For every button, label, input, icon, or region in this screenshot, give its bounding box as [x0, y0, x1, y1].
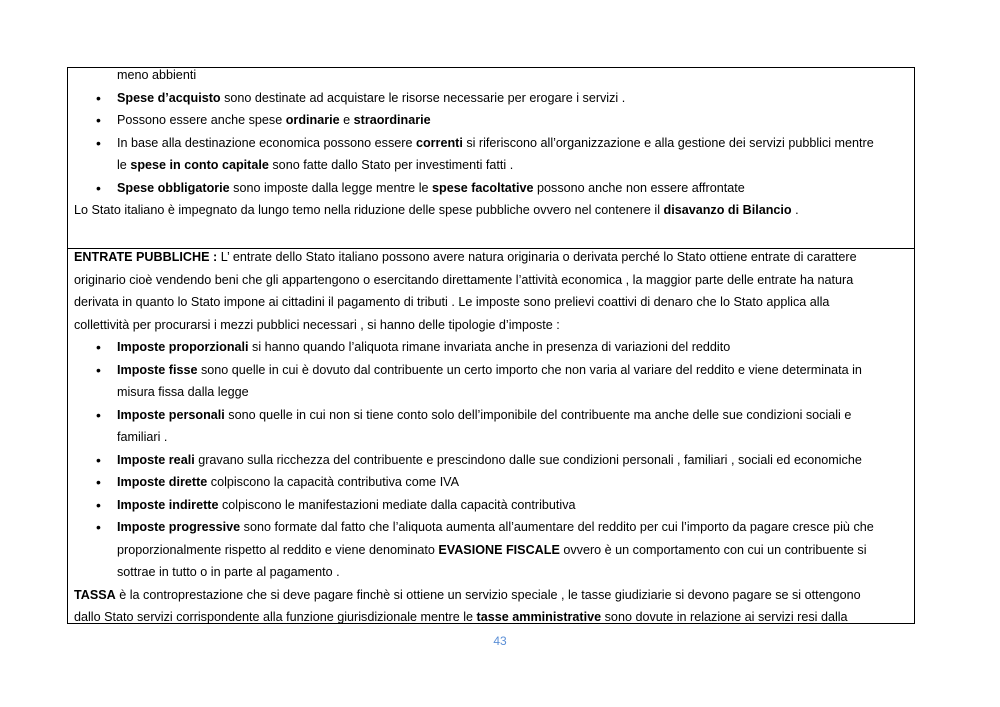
bullet-icon: •	[96, 89, 101, 106]
text-run: sono dovute in relazione ai servizi resi dalla	[601, 610, 848, 624]
text-frame-entrate	[67, 248, 915, 624]
text-run: In base alla destinazione economica possono essere	[117, 135, 416, 150]
text-run: Possono essere anche spese	[117, 113, 286, 127]
paragraph-line	[74, 607, 848, 627]
bullet-icon: •	[96, 519, 101, 535]
paragraph-line	[74, 200, 799, 220]
text-run: meno abbienti	[117, 68, 197, 82]
bullet-icon: •	[96, 361, 101, 378]
text-run: si hanno quando l’aliquota rimane invariata anche in presenza di variazioni del reddito	[248, 340, 731, 354]
list-item	[117, 88, 625, 108]
list-item-continuation	[117, 65, 196, 85]
text-run: proporzionalmente rispetto al reddito e viene denominato	[117, 542, 439, 557]
list-item	[117, 472, 459, 492]
text-run: si riferiscono all’organizzazione e alla gestione dei servizi pubblici mentre	[462, 135, 874, 150]
bold-term: spese in conto capitale	[130, 158, 269, 172]
bullet-icon: •	[96, 496, 101, 513]
bullet-icon: •	[96, 112, 101, 128]
text-run: le	[117, 158, 131, 172]
text-run: gravano sulla ricchezza del contribuente e prescindono dalle sue condizioni personali , familiari , sociali ed economiche	[194, 452, 862, 467]
list-item-continuation	[117, 382, 249, 402]
list-item	[117, 450, 862, 470]
bold-term: straordinarie	[353, 113, 431, 127]
paragraph-line	[74, 247, 857, 267]
text-run: originario cioè vendendo beni che gli appartengono o esercitando direttamente l’attività economica , la maggior parte delle entrate ha natura	[74, 272, 854, 287]
text-run: possono anche non essere affrontate	[533, 180, 745, 195]
text-run: sono fatte dallo Stato per investimenti fatti .	[268, 158, 514, 172]
text-run: collettività per procurarsi i mezzi pubblici necessari , si hanno delle tipologie d’imposte :	[74, 317, 560, 332]
bullet-icon: •	[96, 134, 101, 151]
bold-term: disavanzo di Bilancio	[663, 203, 792, 217]
text-run: derivata in quanto lo Stato impone ai cittadini il pagamento di tributi . Le imposte sono prelievi coattivi di denaro che lo Stato applica alla	[74, 295, 830, 309]
bullet-icon: •	[96, 451, 101, 468]
text-run: L’ entrate dello Stato italiano possono avere natura originaria o derivata perché lo Stato ottiene entrate di carattere	[217, 250, 857, 264]
text-run: Lo Stato italiano è impegnato da lungo temo nella riduzione delle spese pubbliche ovvero nel contenere il	[74, 203, 664, 217]
text-run: è la controprestazione che si deve pagare finchè si ottiene un servizio speciale , le tasse giudiziarie si devono pagare se si ottengono	[115, 587, 861, 602]
bold-term: tasse amministrative	[476, 610, 602, 624]
paragraph-line	[74, 585, 861, 605]
list-item	[117, 360, 862, 380]
list-item	[117, 495, 576, 515]
list-item	[117, 405, 851, 425]
bold-term: Imposte indirette	[117, 497, 219, 512]
page-number: 43	[493, 634, 507, 648]
list-item-continuation	[117, 427, 167, 447]
list-item-continuation	[117, 540, 867, 560]
text-run: .	[791, 203, 799, 217]
text-run: e	[339, 113, 354, 127]
text-run: sono formate dal fatto che l’aliquota aumenta all’aumentare del reddito per cui l’importo da pagare cresce più che	[240, 520, 874, 534]
bold-term: EVASIONE FISCALE	[438, 542, 560, 557]
text-run: sono destinate ad acquistare le risorse necessarie per erogare i servizi .	[220, 90, 626, 105]
bullet-icon: •	[96, 474, 101, 490]
bold-term: TASSA	[74, 587, 116, 602]
list-item	[117, 133, 874, 153]
list-item	[117, 337, 730, 357]
text-run: misura fissa dalla legge	[117, 385, 249, 399]
text-run: familiari .	[117, 430, 168, 444]
text-run: sono quelle in cui è dovuto dal contribuente un certo importo che non varia al variare del reddito e viene determinata in	[197, 362, 862, 377]
text-run: colpiscono la capacità contributiva come IVA	[207, 475, 460, 489]
list-item	[117, 517, 874, 537]
bold-term: ordinarie	[285, 113, 340, 127]
list-item	[117, 110, 431, 130]
bold-term: Imposte personali	[117, 407, 225, 422]
bullet-icon: •	[96, 406, 101, 423]
bold-term: spese facoltative	[432, 180, 534, 195]
bold-term: Imposte proporzionali	[117, 340, 249, 354]
text-frame-spese	[67, 67, 915, 249]
text-run: dallo Stato servizi corrispondente alla funzione giurisdizionale mentre le	[74, 610, 477, 624]
bullet-icon: •	[96, 179, 101, 196]
text-run: colpiscono le manifestazioni mediate dalla capacità contributiva	[218, 497, 576, 512]
bold-term: Spese d’acquisto	[117, 90, 221, 105]
bold-term: Imposte progressive	[117, 520, 241, 534]
list-item	[117, 178, 745, 198]
paragraph-line	[74, 270, 853, 290]
paragraph-line	[74, 292, 829, 312]
bullet-icon: •	[96, 339, 101, 355]
bold-term: Imposte fisse	[117, 362, 198, 377]
list-item-continuation	[117, 155, 513, 175]
bold-term: ENTRATE PUBBLICHE :	[74, 250, 218, 264]
text-run: ovvero è un comportamento con cui un contribuente si	[559, 542, 867, 557]
text-run: sono imposte dalla legge mentre le	[229, 180, 432, 195]
bold-term: Imposte reali	[117, 452, 195, 467]
bold-term: correnti	[415, 135, 463, 150]
bold-term: Spese obbligatorie	[117, 180, 230, 195]
list-item-continuation	[117, 562, 340, 582]
text-run: sono quelle in cui non si tiene conto solo dell’imponibile del contribuente ma anche delle sue condizioni sociali e	[224, 407, 852, 422]
text-run: sottrae in tutto o in parte al pagamento .	[117, 565, 340, 579]
paragraph-line	[74, 315, 560, 335]
bold-term: Imposte dirette	[117, 475, 208, 489]
